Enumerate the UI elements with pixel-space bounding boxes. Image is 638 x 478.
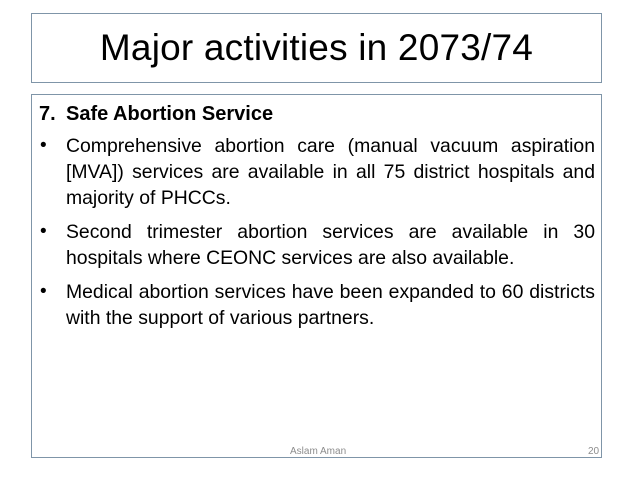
footer-author: Aslam Aman — [290, 446, 347, 457]
title-box — [31, 13, 602, 83]
bullet-item — [39, 279, 595, 331]
footer-page-number: 20 — [588, 446, 600, 457]
bullet-icon: • — [40, 281, 47, 302]
bullet-text: Comprehensive abortion care (manual vacuum aspiration [MVA]) services are available in all 75 district hospitals and majority of PHCCs. — [66, 135, 595, 209]
section-number: 7. — [39, 103, 56, 125]
bullet-item — [39, 133, 595, 211]
section-title: Safe Abortion Service — [66, 103, 274, 125]
section-heading — [39, 101, 595, 127]
bullet-item — [39, 219, 595, 271]
bullet-list — [39, 133, 595, 331]
bullet-icon: • — [40, 221, 47, 242]
content-box — [31, 94, 602, 458]
bullet-text: Medical abortion services have been expanded to 60 districts with the support of various partners. — [66, 281, 595, 329]
slide-title: Major activities in 2073/74 — [99, 27, 534, 68]
bullet-text: Second trimester abortion services are available in 30 hospitals where CEONC services are also available. — [66, 221, 595, 269]
bullet-icon: • — [40, 135, 47, 156]
